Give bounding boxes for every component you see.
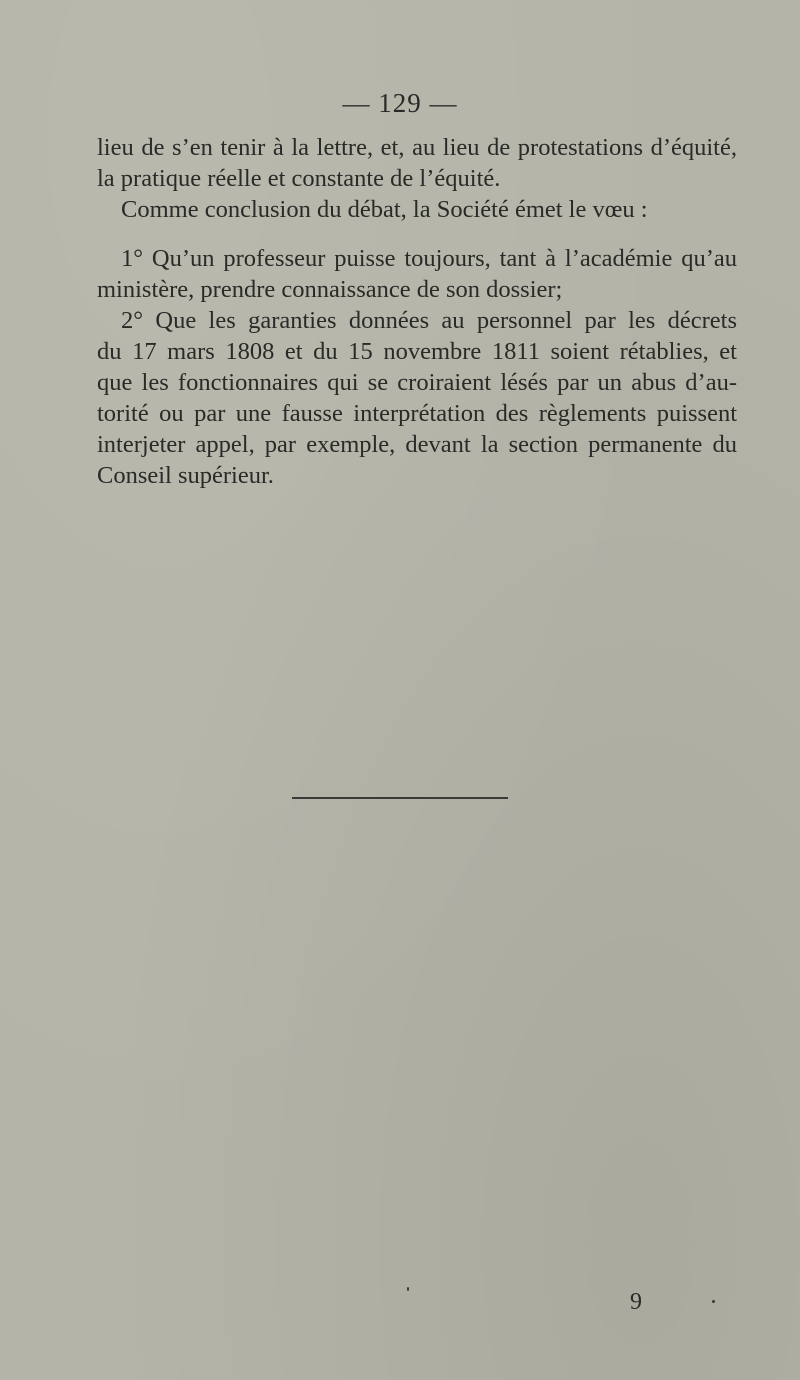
section-divider-rule (292, 797, 508, 799)
text-line: 1° Qu’un professeur puisse toujours, tant à l’académie qu’au (121, 245, 737, 272)
text-line: Comme conclusion du débat, la Société émet le vœu : (121, 196, 648, 223)
ink-speck (407, 1287, 409, 1291)
text-line: du 17 mars 1808 et du 15 novembre 1811 soient rétablies, et (97, 338, 737, 365)
body-text (97, 132, 737, 491)
signature-mark: 9 (630, 1289, 642, 1315)
page-number-header: — 129 — (342, 88, 458, 118)
text-line: 2° Que les garanties données au personnel par les décrets (121, 307, 737, 334)
text-line: ministère, prendre connaissance de son dossier; (97, 276, 563, 303)
text-line: la pratique réelle et constante de l’équité. (97, 165, 501, 192)
text-line: que les fonctionnaires qui se croiraient lésés par un abus d’au- (97, 369, 737, 396)
text-line: Conseil supérieur. (97, 462, 274, 489)
text-line: lieu de s’en tenir à la lettre, et, au lieu de protestations d’équité, (97, 134, 737, 161)
ink-speck (712, 1300, 715, 1303)
text-line: torité ou par une fausse interprétation des règlements puissent (97, 400, 737, 427)
text-line: interjeter appel, par exemple, devant la section permanente du (97, 431, 737, 458)
